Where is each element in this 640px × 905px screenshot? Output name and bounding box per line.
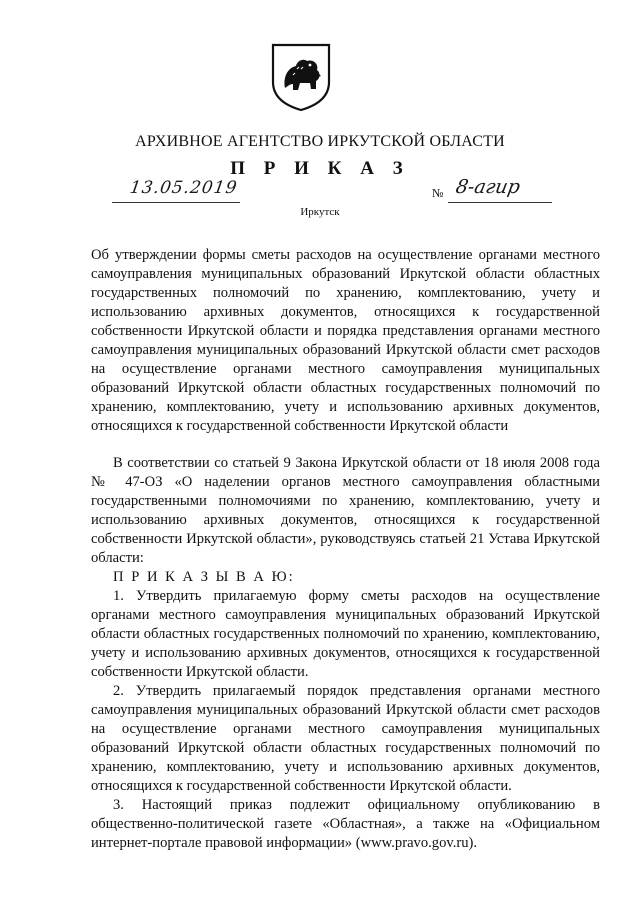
irkutsk-coat-of-arms-icon xyxy=(270,42,332,112)
document-body xyxy=(91,246,600,853)
document-date: 13.05.2019 xyxy=(128,178,239,198)
document-title: Об утверждении формы сметы расходов на осуществление органами местного самоуправления муниципальных образований Иркутской области областных государственных полномочий по хранению, комплектованию, учету и использованию архивных документов, относящихся к государственной собственности Иркутской области и порядка представления органами местного самоуправления муниципальных образований Иркутской области смет расходов на осуществление органами местного самоуправления муниципальных образований Иркутской области областных государственных полномочий по хранению, комплектованию, учету и использованию архивных документов, относящихся к государственной собственности Иркутской области xyxy=(91,247,600,434)
preamble-paragraph: В соответствии со статьей 9 Закона Иркутской области от 18 июля 2008 года № 47-ОЗ «О наделении органов местного самоуправления областными государственными полномочиями по хранению, комплектованию, учету и использованию архивных документов, относящихся к государственной собственности Иркутской области», руководствуясь статьей 21 Устава Иркутской области: xyxy=(91,455,600,566)
agency-name: АРХИВНОЕ АГЕНТСТВО ИРКУТСКОЙ ОБЛАСТИ xyxy=(135,133,505,150)
number-sign: № xyxy=(432,186,444,200)
document-type: П Р И К А З xyxy=(230,158,410,179)
document-number: 8-агир xyxy=(454,176,522,198)
order-item-2: 2. Утвердить прилагаемый порядок представления органами местного самоуправления муниципальных образований Иркутской области смет расходов на осуществление органами местного самоуправления муниципальных образований Иркутской области областных государственных полномочий по хранению, комплектованию, учету и использованию архивных документов, относящихся к государственной собственности Иркутской области. xyxy=(91,683,600,794)
order-word: П Р И К А З Ы В А Ю: xyxy=(113,569,295,585)
city-name: Иркутск xyxy=(300,206,340,218)
order-item-3: 3. Настоящий приказ подлежит официальному опубликованию в общественно-политической газете «Областная», а также на «Официальном интернет-портале правовой информации» (www.pravo.gov.ru). xyxy=(91,797,600,851)
order-item-1: 1. Утвердить прилагаемую форму сметы расходов на осуществление органами местного самоуправления муниципальных образований Иркутской области областных государственных полномочий по хранению, комплектованию, учету и использованию архивных документов, относящихся к государственной собственности Иркутской области. xyxy=(91,588,600,680)
